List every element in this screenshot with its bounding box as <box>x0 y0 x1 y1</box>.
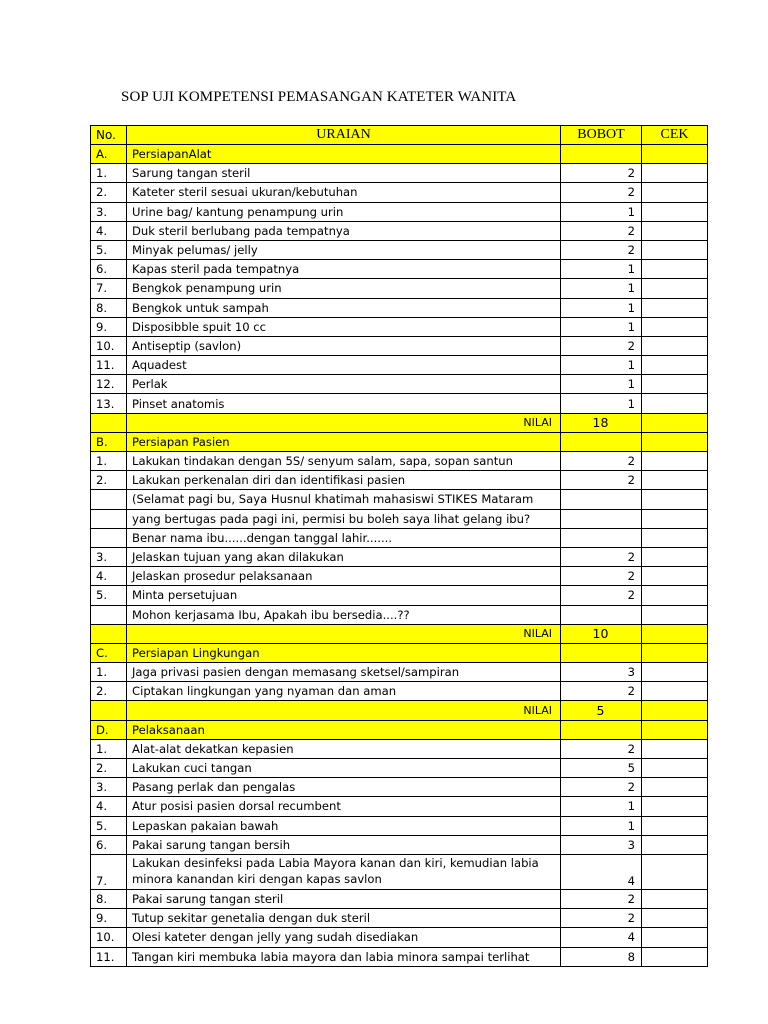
row-cek-cell[interactable] <box>642 490 708 509</box>
row-cek-cell[interactable] <box>642 509 708 528</box>
document-title: SOP UJI KOMPETENSI PEMASANGAN KATETER WANITA <box>121 89 517 105</box>
row-number: 3. <box>91 547 127 566</box>
row-uraian: Lakukan desinfeksi pada Labia Mayora kanan dan kiri, kemudian labia minora kanandan kiri dengan kapas savlon <box>127 854 561 889</box>
nilai-total: 5 <box>561 701 642 720</box>
nilai-cek-cell <box>642 701 708 720</box>
row-bobot: 1 <box>561 298 642 317</box>
row-bobot: 1 <box>561 317 642 336</box>
table-row <box>91 739 708 758</box>
table-row <box>91 586 708 605</box>
row-bobot <box>561 528 642 547</box>
table-row <box>91 567 708 586</box>
nilai-row <box>91 701 708 720</box>
header-no: No. <box>91 126 127 145</box>
section-number: B. <box>91 432 127 451</box>
table-row <box>91 317 708 336</box>
row-cek-cell[interactable] <box>642 682 708 701</box>
section-bobot-cell <box>561 432 642 451</box>
row-number: 11. <box>91 356 127 375</box>
row-bobot: 2 <box>561 567 642 586</box>
table-row <box>91 547 708 566</box>
row-cek-cell[interactable] <box>642 759 708 778</box>
row-uraian: Mohon kerjasama Ibu, Apakah ibu bersedia....?? <box>127 605 561 624</box>
nilai-total: 10 <box>561 624 642 643</box>
row-uraian: Lakukan tindakan dengan 5S/ senyum salam, sapa, sopan santun <box>127 452 561 471</box>
section-cek-cell <box>642 643 708 662</box>
table-row <box>91 909 708 928</box>
row-number <box>91 490 127 509</box>
row-number: 12. <box>91 375 127 394</box>
row-cek-cell[interactable] <box>642 947 708 966</box>
row-bobot: 2 <box>561 739 642 758</box>
row-number: 8. <box>91 298 127 317</box>
row-cek-cell[interactable] <box>642 317 708 336</box>
row-cek-cell[interactable] <box>642 928 708 947</box>
header-cek: CEK <box>642 126 708 145</box>
nilai-row <box>91 624 708 643</box>
row-cek-cell[interactable] <box>642 909 708 928</box>
row-bobot: 2 <box>561 221 642 240</box>
row-number: 5. <box>91 816 127 835</box>
row-number: 1. <box>91 663 127 682</box>
row-uraian: Minyak pelumas/ jelly <box>127 240 561 259</box>
row-uraian: Atur posisi pasien dorsal recumbent <box>127 797 561 816</box>
row-uraian: Lakukan perkenalan diri dan identifikasi pasien <box>127 471 561 490</box>
table-header-row <box>91 126 708 145</box>
table-row <box>91 164 708 183</box>
header-bobot: BOBOT <box>561 126 642 145</box>
row-cek-cell[interactable] <box>642 586 708 605</box>
table-row <box>91 298 708 317</box>
row-uraian: Urine bag/ kantung penampung urin <box>127 202 561 221</box>
row-cek-cell[interactable] <box>642 797 708 816</box>
row-uraian: Lakukan cuci tangan <box>127 759 561 778</box>
row-bobot: 2 <box>561 778 642 797</box>
row-number: 4. <box>91 567 127 586</box>
row-number: 2. <box>91 183 127 202</box>
nilai-no-cell <box>91 413 127 432</box>
row-number: 13. <box>91 394 127 413</box>
header-uraian: URAIAN <box>127 126 561 145</box>
section-title: PersiapanAlat <box>127 145 561 164</box>
table-row <box>91 336 708 355</box>
row-uraian: Pakai sarung tangan bersih <box>127 835 561 854</box>
row-cek-cell[interactable] <box>642 528 708 547</box>
row-cek-cell[interactable] <box>642 279 708 298</box>
row-bobot: 2 <box>561 909 642 928</box>
row-uraian: Jelaskan prosedur pelaksanaan <box>127 567 561 586</box>
row-cek-cell[interactable] <box>642 471 708 490</box>
section-cek-cell <box>642 145 708 164</box>
row-number: 8. <box>91 889 127 908</box>
section-header-row <box>91 643 708 662</box>
row-bobot: 4 <box>561 854 642 889</box>
row-number: 6. <box>91 260 127 279</box>
nilai-row <box>91 413 708 432</box>
row-bobot: 2 <box>561 164 642 183</box>
row-number <box>91 605 127 624</box>
section-header-row <box>91 145 708 164</box>
row-cek-cell[interactable] <box>642 854 708 889</box>
table-row <box>91 221 708 240</box>
row-uraian: Benar nama ibu......dengan tanggal lahir....... <box>127 528 561 547</box>
row-bobot: 4 <box>561 928 642 947</box>
row-bobot: 2 <box>561 471 642 490</box>
row-number: 3. <box>91 778 127 797</box>
nilai-cek-cell <box>642 413 708 432</box>
row-number: 5. <box>91 240 127 259</box>
row-number: 10. <box>91 928 127 947</box>
row-bobot: 5 <box>561 759 642 778</box>
section-cek-cell <box>642 720 708 739</box>
row-number: 4. <box>91 797 127 816</box>
table-row <box>91 394 708 413</box>
row-cek-cell[interactable] <box>642 164 708 183</box>
row-number: 10. <box>91 336 127 355</box>
row-uraian: yang bertugas pada pagi ini, permisi bu boleh saya lihat gelang ibu? <box>127 509 561 528</box>
table-row <box>91 452 708 471</box>
row-cek-cell[interactable] <box>642 260 708 279</box>
row-cek-cell[interactable] <box>642 183 708 202</box>
table-row <box>91 854 708 889</box>
section-number: C. <box>91 643 127 662</box>
row-uraian: Minta persetujuan <box>127 586 561 605</box>
table-row <box>91 928 708 947</box>
row-cek-cell[interactable] <box>642 778 708 797</box>
row-number: 7. <box>91 279 127 298</box>
row-bobot: 3 <box>561 835 642 854</box>
row-bobot: 2 <box>561 547 642 566</box>
row-bobot: 2 <box>561 336 642 355</box>
row-bobot: 1 <box>561 375 642 394</box>
sop-checklist-table <box>90 125 708 967</box>
row-uraian: Tutup sekitar genetalia dengan duk steril <box>127 909 561 928</box>
table-row <box>91 509 708 528</box>
row-number: 2. <box>91 682 127 701</box>
row-cek-cell[interactable] <box>642 835 708 854</box>
section-header-row <box>91 720 708 739</box>
nilai-label: NILAI <box>127 624 561 643</box>
row-number: 7. <box>91 854 127 889</box>
row-cek-cell[interactable] <box>642 567 708 586</box>
table-row <box>91 260 708 279</box>
row-cek-cell[interactable] <box>642 375 708 394</box>
row-bobot <box>561 490 642 509</box>
row-number: 6. <box>91 835 127 854</box>
table-body <box>91 126 708 967</box>
row-number: 5. <box>91 586 127 605</box>
section-title: Persiapan Lingkungan <box>127 643 561 662</box>
row-cek-cell[interactable] <box>642 605 708 624</box>
row-uraian: Pasang perlak dan pengalas <box>127 778 561 797</box>
row-cek-cell[interactable] <box>642 816 708 835</box>
nilai-no-cell <box>91 701 127 720</box>
table-row <box>91 663 708 682</box>
section-bobot-cell <box>561 643 642 662</box>
row-uraian: Lepaskan pakaian bawah <box>127 816 561 835</box>
nilai-label: NILAI <box>127 701 561 720</box>
row-uraian: Sarung tangan steril <box>127 164 561 183</box>
table-row <box>91 471 708 490</box>
row-uraian: Alat-alat dekatkan kepasien <box>127 739 561 758</box>
table-row <box>91 202 708 221</box>
row-bobot: 1 <box>561 356 642 375</box>
row-bobot: 2 <box>561 889 642 908</box>
row-uraian: Kateter steril sesuai ukuran/kebutuhan <box>127 183 561 202</box>
row-bobot: 1 <box>561 260 642 279</box>
row-bobot: 2 <box>561 240 642 259</box>
row-bobot: 2 <box>561 586 642 605</box>
table-row <box>91 797 708 816</box>
row-uraian: Kapas steril pada tempatnya <box>127 260 561 279</box>
row-bobot: 8 <box>561 947 642 966</box>
row-number: 4. <box>91 221 127 240</box>
row-cek-cell[interactable] <box>642 356 708 375</box>
row-bobot <box>561 605 642 624</box>
row-number <box>91 528 127 547</box>
table-row <box>91 759 708 778</box>
row-uraian: Pinset anatomis <box>127 394 561 413</box>
row-cek-cell[interactable] <box>642 336 708 355</box>
row-number: 3. <box>91 202 127 221</box>
section-number: D. <box>91 720 127 739</box>
row-bobot: 1 <box>561 394 642 413</box>
table-row <box>91 490 708 509</box>
row-cek-cell[interactable] <box>642 889 708 908</box>
table-row <box>91 835 708 854</box>
table-row <box>91 682 708 701</box>
row-uraian: (Selamat pagi bu, Saya Husnul khatimah mahasiswi STIKES Mataram <box>127 490 561 509</box>
row-uraian: Aquadest <box>127 356 561 375</box>
row-bobot: 1 <box>561 797 642 816</box>
row-uraian: Ciptakan lingkungan yang nyaman dan aman <box>127 682 561 701</box>
row-cek-cell[interactable] <box>642 394 708 413</box>
row-cek-cell[interactable] <box>642 739 708 758</box>
section-bobot-cell <box>561 720 642 739</box>
table-row <box>91 947 708 966</box>
row-bobot: 2 <box>561 452 642 471</box>
row-uraian: Bengkok untuk sampah <box>127 298 561 317</box>
section-title: Pelaksanaan <box>127 720 561 739</box>
row-bobot: 2 <box>561 682 642 701</box>
row-bobot: 2 <box>561 183 642 202</box>
table-row <box>91 889 708 908</box>
row-uraian: Disposibble spuit 10 cc <box>127 317 561 336</box>
row-number: 1. <box>91 164 127 183</box>
row-cek-cell[interactable] <box>642 298 708 317</box>
table-row <box>91 605 708 624</box>
table-row <box>91 240 708 259</box>
row-number: 2. <box>91 759 127 778</box>
table-row <box>91 356 708 375</box>
table-row <box>91 816 708 835</box>
row-uraian: Jaga privasi pasien dengan memasang sketsel/sampiran <box>127 663 561 682</box>
row-cek-cell[interactable] <box>642 547 708 566</box>
row-uraian: Perlak <box>127 375 561 394</box>
row-number: 2. <box>91 471 127 490</box>
table-row <box>91 183 708 202</box>
section-title: Persiapan Pasien <box>127 432 561 451</box>
row-cek-cell[interactable] <box>642 663 708 682</box>
row-uraian: Pakai sarung tangan steril <box>127 889 561 908</box>
row-number: 1. <box>91 452 127 471</box>
nilai-no-cell <box>91 624 127 643</box>
table-row <box>91 375 708 394</box>
nilai-label: NILAI <box>127 413 561 432</box>
table-row <box>91 279 708 298</box>
row-number: 9. <box>91 317 127 336</box>
row-bobot: 3 <box>561 663 642 682</box>
section-number: A. <box>91 145 127 164</box>
row-uraian: Jelaskan tujuan yang akan dilakukan <box>127 547 561 566</box>
row-uraian: Olesi kateter dengan jelly yang sudah disediakan <box>127 928 561 947</box>
row-number: 1. <box>91 739 127 758</box>
row-uraian: Tangan kiri membuka labia mayora dan labia minora sampai terlihat <box>127 947 561 966</box>
row-bobot: 1 <box>561 202 642 221</box>
table-row <box>91 528 708 547</box>
row-cek-cell[interactable] <box>642 221 708 240</box>
nilai-total: 18 <box>561 413 642 432</box>
row-cek-cell[interactable] <box>642 202 708 221</box>
row-cek-cell[interactable] <box>642 240 708 259</box>
nilai-cek-cell <box>642 624 708 643</box>
row-bobot: 1 <box>561 279 642 298</box>
row-uraian: Duk steril berlubang pada tempatnya <box>127 221 561 240</box>
table-row <box>91 778 708 797</box>
row-cek-cell[interactable] <box>642 452 708 471</box>
row-uraian: Antiseptip (savlon) <box>127 336 561 355</box>
section-cek-cell <box>642 432 708 451</box>
row-bobot <box>561 509 642 528</box>
row-number: 9. <box>91 909 127 928</box>
section-bobot-cell <box>561 145 642 164</box>
row-uraian: Bengkok penampung urin <box>127 279 561 298</box>
row-bobot: 1 <box>561 816 642 835</box>
row-number: 11. <box>91 947 127 966</box>
section-header-row <box>91 432 708 451</box>
row-number <box>91 509 127 528</box>
